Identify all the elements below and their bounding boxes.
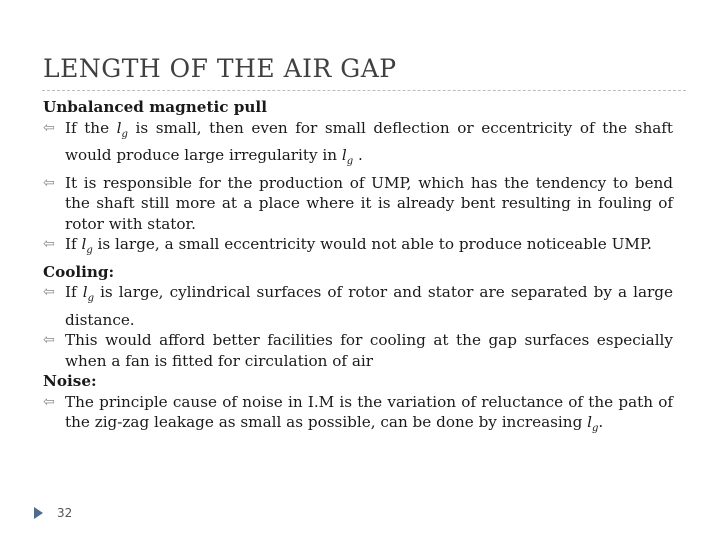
air-gap-symbol: $l_g$ (81, 235, 93, 257)
bullet-item (43, 118, 673, 173)
bullet-item (43, 173, 673, 235)
arrow-bullet-icon: ⇦ (43, 393, 55, 410)
bullet-item (43, 330, 673, 371)
arrow-bullet-icon: ⇦ (43, 332, 55, 349)
bullet-text: is small, then even for small deflection or eccentricity of the shaft would produce large irregularity in (65, 118, 673, 165)
bullet-text: If (65, 235, 82, 254)
bullet-item (43, 234, 673, 262)
bullet-text: is large, a small eccentricity would not able to produce noticeable UMP. (92, 235, 652, 254)
page-number: 32 (57, 506, 73, 520)
bullet-item (43, 392, 673, 440)
slide-body (43, 97, 673, 440)
bullet-text: This would afford better facilities for cooling at the gap surfaces especially when a fan is fitted for circulation of air (65, 331, 673, 370)
slide-title: LENGTH OF THE AIR GAP (43, 54, 397, 83)
footer-triangle-icon (34, 507, 43, 519)
arrow-bullet-icon: ⇦ (43, 284, 55, 301)
arrow-bullet-icon: ⇦ (43, 119, 55, 136)
arrow-bullet-icon: ⇦ (43, 236, 55, 253)
air-gap-symbol: $l_g$ (341, 146, 354, 168)
bullet-text: . (353, 146, 363, 165)
air-gap-symbol: $l_g$ (82, 283, 94, 305)
air-gap-symbol: $l_g$ (116, 118, 128, 140)
arrow-bullet-icon: ⇦ (43, 174, 55, 191)
bullet-text: If (65, 283, 83, 302)
air-gap-symbol: $l_g$ (587, 413, 599, 435)
section-heading-cooling: Cooling: (43, 262, 115, 281)
bullet-text: The principle cause of noise in I.M is the variation of reluctance of the path of the zig-zag leakage as small as possible, can be done by increasing (65, 392, 673, 432)
bullet-text: . (598, 413, 604, 432)
bullet-text: If the (65, 118, 117, 137)
bullet-text: is large, cylindrical surfaces of rotor and stator are separated by a large distance. (65, 283, 674, 329)
bullet-item (43, 282, 673, 330)
section-heading-ump: Unbalanced magnetic pull (43, 98, 267, 116)
bullet-text: It is responsible for the production of UMP, which has the tendency to bend the shaft still more at a place where it is already bent resulting in fouling of rotor with stator. (65, 173, 673, 233)
title-divider (42, 90, 686, 91)
section-heading-noise: Noise: (43, 372, 97, 391)
